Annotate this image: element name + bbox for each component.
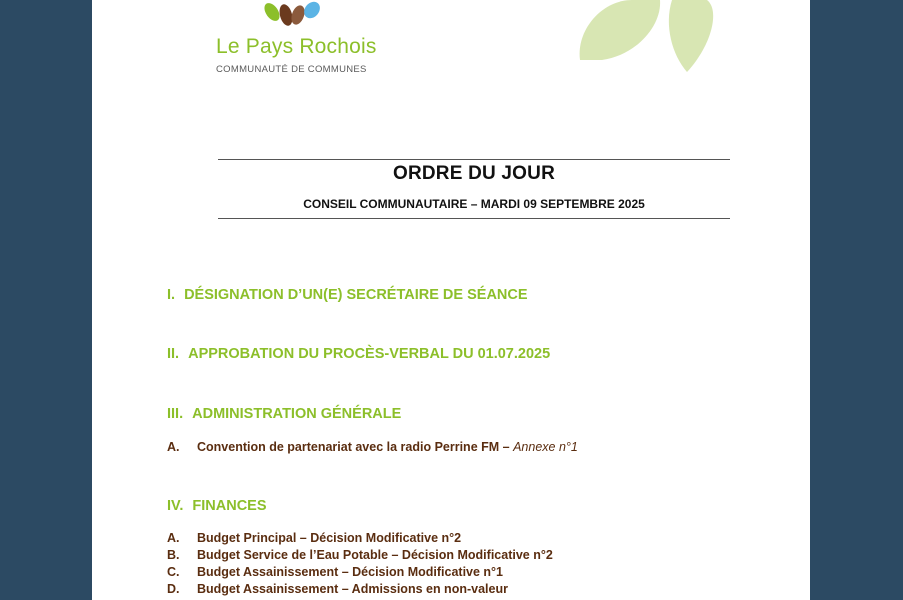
agenda-item [167, 565, 503, 579]
logo-subtitle: COMMUNAUTÉ DE COMMUNES [216, 64, 367, 75]
section-heading [167, 346, 550, 362]
leaves-logo-icon [260, 0, 330, 30]
item-text: Budget Assainissement – Admissions en non-valeur [197, 582, 508, 596]
item-letter: C. [167, 565, 180, 579]
logo [212, 0, 392, 80]
item-text: Convention de partenariat avec la radio Perrine FM – [197, 440, 510, 454]
section-number: I. [167, 287, 176, 303]
item-text: Budget Assainissement – Décision Modificative n°1 [197, 565, 504, 579]
section-number: III. [167, 406, 184, 422]
agenda-item [167, 582, 508, 596]
item-text: Budget Service de l’Eau Potable – Décision Modificative n°2 [197, 548, 553, 562]
agenda-item [167, 440, 578, 454]
item-letter: A. [167, 531, 180, 545]
section-title: APPROBATION DU PROCÈS-VERBAL DU 01.07.2025 [188, 346, 551, 362]
section-heading [167, 287, 528, 303]
item-annex: Annexe n°1 [513, 440, 578, 454]
section-heading [167, 406, 401, 422]
section-title: ADMINISTRATION GÉNÉRALE [192, 406, 402, 422]
logo-name: Le Pays Rochois [216, 35, 377, 58]
item-text: Budget Principal – Décision Modificative n°2 [197, 531, 462, 545]
item-letter: B. [167, 548, 180, 562]
agenda-item [167, 548, 553, 562]
section-heading [167, 498, 267, 514]
decorative-leaves-icon [572, 0, 732, 80]
page-subtitle: CONSEIL COMMUNAUTAIRE – MARDI 09 SEPTEMBRE 2025 [303, 197, 645, 211]
title-block [218, 159, 730, 219]
item-letter: D. [167, 582, 180, 596]
page-title: ORDRE DU JOUR [392, 163, 555, 184]
section-number: II. [167, 346, 180, 362]
section-number: IV. [167, 498, 184, 514]
section-title: FINANCES [192, 498, 267, 514]
section-title: DÉSIGNATION D’UN(E) SECRÉTAIRE DE SÉANCE [184, 287, 528, 303]
document-page [92, 0, 810, 600]
item-letter: A. [167, 440, 180, 454]
agenda-item [167, 531, 461, 545]
